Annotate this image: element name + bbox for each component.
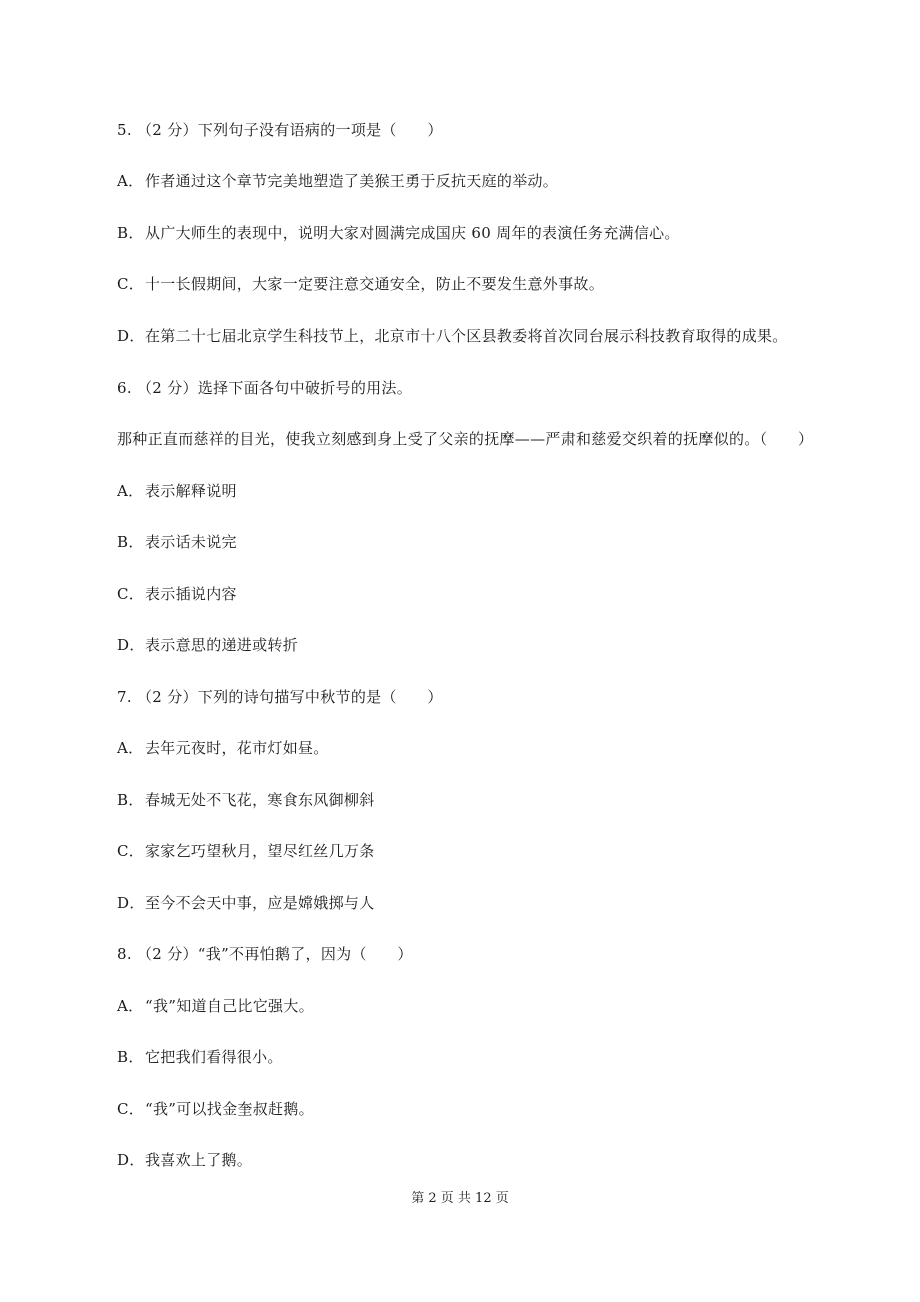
passage-text: 那种正直而慈祥的目光，使我立刻感到身上受了父亲的抚摩——严肃和慈爱交织着的抚摩似的。（ ） <box>117 430 814 448</box>
question-8-option-b <box>117 1047 283 1067</box>
question-5-option-a <box>117 171 558 191</box>
option-text: 从广大师生的表现中，说明大家对圆满完成国庆 60 周年的表演任务充满信心。 <box>145 224 680 242</box>
question-7-option-c <box>117 841 375 861</box>
option-label: A． <box>117 997 144 1015</box>
question-8-option-d <box>117 1150 252 1170</box>
question-6-stem <box>117 378 412 398</box>
page-footer: 第 2 页 共 12 页 <box>411 1191 509 1206</box>
option-label: A． <box>117 482 144 500</box>
option-label: C． <box>117 275 145 293</box>
option-label: C． <box>117 585 145 603</box>
option-text: 表示话未说完 <box>145 533 237 551</box>
question-number: 6. <box>117 379 132 397</box>
question-6-option-c <box>117 584 237 604</box>
option-label: C． <box>117 842 145 860</box>
option-label: B． <box>117 224 144 242</box>
option-text: 表示意思的递进或转折 <box>145 636 299 654</box>
option-text: 表示解释说明 <box>145 482 237 500</box>
option-text: 春城无处不飞花，寒食东风御柳斜 <box>145 791 375 809</box>
question-number: 7. <box>117 688 132 706</box>
option-label: A． <box>117 739 144 757</box>
option-text: 表示插说内容 <box>145 585 237 603</box>
option-label: A． <box>117 172 144 190</box>
question-7-option-d <box>117 893 375 913</box>
option-text: 至今不会天中事，应是嫦娥掷与人 <box>145 894 375 912</box>
option-label: D． <box>117 636 145 654</box>
question-5-stem <box>117 120 443 140</box>
option-text: 它把我们看得很小。 <box>145 1048 283 1066</box>
option-label: B． <box>117 533 144 551</box>
question-7-option-b <box>117 790 375 810</box>
question-text: （2 分）下列句子没有语病的一项是（ ） <box>137 121 443 139</box>
question-number: 8. <box>117 945 132 963</box>
question-text: （2 分）“我”不再怕鹅了，因为（ ） <box>137 945 413 963</box>
option-label: B． <box>117 791 144 809</box>
question-7-stem <box>117 687 443 707</box>
option-text: “我”知道自己比它强大。 <box>145 997 314 1015</box>
question-number: 5. <box>117 121 132 139</box>
option-text: 去年元夜时，花市灯如昼。 <box>145 739 329 757</box>
question-6-option-b <box>117 532 237 552</box>
question-text: （2 分）选择下面各句中破折号的用法。 <box>137 379 413 397</box>
option-label: D． <box>117 327 145 345</box>
option-label: B． <box>117 1048 144 1066</box>
question-5-option-b <box>117 223 680 243</box>
question-5-option-c <box>117 274 604 294</box>
option-label: D． <box>117 1151 145 1169</box>
question-5-option-d <box>117 326 788 346</box>
option-label: C． <box>117 1100 145 1118</box>
option-text: “我”可以找金奎叔赶鹅。 <box>145 1100 314 1118</box>
question-6-option-a <box>117 481 237 501</box>
question-8-option-c <box>117 1099 314 1119</box>
question-text: （2 分）下列的诗句描写中秋节的是（ ） <box>137 688 443 706</box>
option-text: 家家乞巧望秋月，望尽红丝几万条 <box>145 842 375 860</box>
question-6-passage <box>117 429 813 449</box>
option-text: 在第二十七届北京学生科技节上，北京市十八个区县教委将首次同台展示科技教育取得的成果。 <box>145 327 788 345</box>
option-text: 我喜欢上了鹅。 <box>145 1151 253 1169</box>
option-text: 作者通过这个章节完美地塑造了美猴王勇于反抗天庭的举动。 <box>145 172 559 190</box>
question-8-option-a <box>117 996 314 1016</box>
question-8-stem <box>117 944 413 964</box>
option-text: 十一长假期间，大家一定要注意交通安全，防止不要发生意外事故。 <box>145 275 605 293</box>
option-label: D． <box>117 894 145 912</box>
question-6-option-d <box>117 635 298 655</box>
question-7-option-a <box>117 738 329 758</box>
